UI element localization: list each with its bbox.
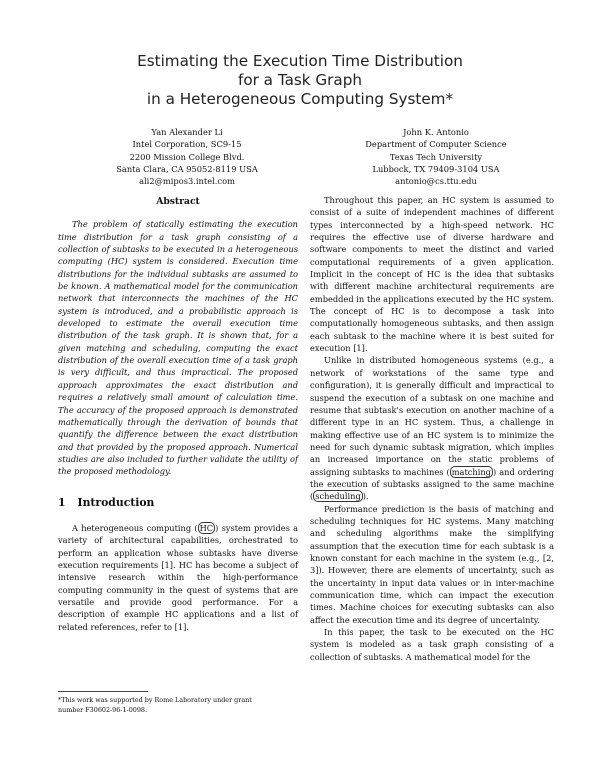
abstract-text: The problem of statically estimating the execution time distribution for a task graph consisting of a collection of subtasks to be executed in a heterogeneous computing (HC) system is considered. Execution time distributions for the individual subtasks are assumed to be known. A mathematical model for the communication network that interconnects the machines of the HC system is introduced, and a probabilistic approach is developed to estimate the overall execution time distribution of the task graph. It is shown that, for a given matching and scheduling, computing the exact distribution of the overall execution time of a task graph is very difficult, and thus impractical. The proposed approach approximates the exact distribution and requires a relatively small amount of calculation time. The accuracy of the proposed approach is demonstrated mathematically through the derivation of bounds that quantify the difference between the exact distribution and that provided by the proposed approach. Numerical studies are also included to further validate the utility of the proposed methodology. (58, 219, 298, 477)
abstract-heading: Abstract (156, 196, 200, 207)
paper-title (60, 52, 540, 109)
author-name: Yan Alexander Li (151, 127, 223, 137)
title-line-3: in a Heterogeneous Computing System* (146, 90, 454, 108)
text-run: ) and ordering the execution of subtasks assigned to the same machine ( (310, 466, 554, 502)
body-paragraph: Throughout this paper, an HC system is assumed to consist of a suite of independent machines of different types interconnected by a high-speed network. HC requires the effective use of diverse hardware and software components to meet the distinct and varied computational requirements of a given application. Implicit in the concept of HC is the idea that subtasks with different machine architectural requirements are embedded in the applications executed by the HC system. The concept of HC is to decompose a task into computationally homogeneous subtasks, and then assign each subtask to the machine where it is best suited for execution [1]. (310, 195, 554, 354)
text-run: A heterogeneous computing ( (72, 522, 198, 533)
author-address-line: Texas Tech University (389, 151, 483, 162)
author-address-line: Lubbock, TX 79409-3104 USA (372, 163, 500, 174)
footnote (58, 695, 298, 715)
circled-term: HC (199, 522, 214, 533)
author-block-1 (58, 126, 316, 187)
author-address-line: 2200 Mission College Blvd. (129, 151, 245, 162)
body-paragraph: Performance prediction is the basis of matching and scheduling techniques for HC systems. Many matching and scheduling algorithms make the simplifying assumption that the execution time for each subtask is a known constant for each machine in the system (e.g., [2, 3]). However, there are elements of uncertainty, such as the uncertainty in input data values or in inter-machine communication time, which can impact the execution times. Machine choices for executing subtasks can also affect the execution time and its degree of uncertainty. (310, 503, 554, 625)
footnote-line: *This work was supported by Rome Laboratory under grant (58, 696, 252, 704)
circled-term: matching (451, 466, 491, 477)
author-name: John K. Antonio (403, 127, 469, 137)
section-title: Introduction (77, 495, 155, 509)
circled-term: scheduling (315, 491, 361, 502)
author-block-2 (318, 126, 554, 187)
section-number: 1 (58, 495, 66, 509)
text-run: Unlike in distributed homogeneous systems (e.g., a network of workstations of the same type and configuration), it is generally difficult and impractical to suspend the execution of a subtask on one machine and resume that subtask's execution on another machine of a different type in an HC system. Thus, a challenge in making effective use of an HC system is to minimize the need for such dynamic subtask migration, which implies an increased importance on the static problems of assigning subtasks to machines ( (310, 355, 554, 477)
footnote-line: number F30602-96-1-0098. (58, 706, 147, 714)
author-affiliation: Department of Computer Science (365, 139, 507, 150)
title-line-2: for a Task Graph (237, 71, 363, 89)
body-paragraph (310, 354, 554, 502)
right-column (310, 194, 554, 663)
body-paragraph: In this paper, the task to be executed on the HC system is modeled as a task graph consisting of a collection of subtasks. A mathematical model for the (310, 627, 554, 662)
section-heading (58, 497, 298, 509)
author-affiliation: Intel Corporation, SC9-15 (132, 139, 242, 150)
intro-paragraph-1 (58, 522, 298, 633)
title-line-1: Estimating the Execution Time Distribution (137, 52, 463, 70)
text-run: ). (362, 491, 369, 502)
author-email: ali2@mipos3.intel.com (139, 176, 235, 187)
text-run: ) system provides a variety of architectural capabilities, orchestrated to perform an application whose subtasks have diverse execution requirements [1]. HC has become a subject of intensive research within the high-performance computing community in the quest of systems that are versatile and provide good performance. For a description of example HC applications and a list of related references, refer to [1]. (58, 522, 298, 632)
footnote-rule (58, 691, 148, 692)
author-email: antonio@cs.ttu.edu (395, 176, 477, 187)
author-address-line: Santa Clara, CA 95052-8119 USA (116, 163, 258, 174)
left-column (58, 196, 298, 633)
